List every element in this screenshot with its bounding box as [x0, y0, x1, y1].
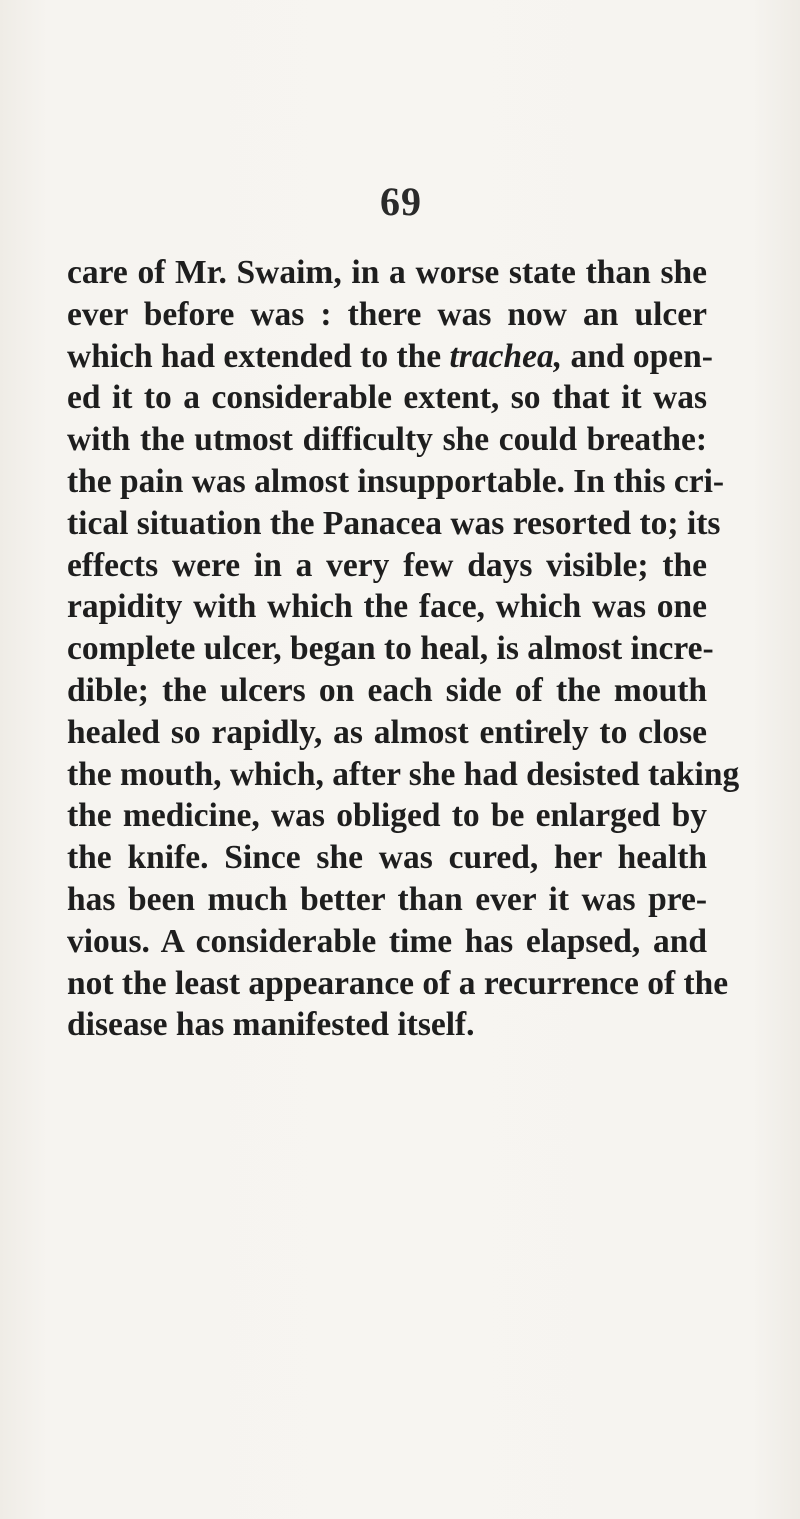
text-line: complete ulcer, began to heal, is almost incre- — [67, 630, 714, 668]
page-number: 69 — [380, 179, 422, 224]
text-line: with the utmost difficulty she could breathe: — [67, 421, 707, 459]
body-paragraph — [67, 252, 740, 1046]
text-line: healed so rapidly, as almost entirely to close — [67, 713, 707, 751]
text-line: the pain was almost insupportable. In this cri- — [67, 462, 725, 500]
text-line: tical situation the Panacea was resorted to; its — [67, 504, 721, 542]
text-line: the knife. Since she was cured, her health — [67, 839, 707, 877]
text-line: ed it to a considerable extent, so that it was — [67, 379, 707, 417]
text-line: dible; the ulcers on each side of the mouth — [67, 671, 707, 709]
italic-term: trachea, — [449, 337, 563, 375]
text-line: which had extended to the trachea, and open- — [67, 337, 713, 375]
text-line: has been much better than ever it was pre- — [67, 880, 707, 918]
text-line: effects were in a very few days visible; the — [67, 546, 707, 584]
text-line: vious. A considerable time has elapsed, and — [67, 922, 707, 960]
text-line: rapidity with which the face, which was one — [67, 588, 707, 626]
text-line: ever before was : there was now an ulcer — [67, 295, 707, 333]
text-line: the mouth, which, after she had desisted taking — [67, 755, 740, 793]
text-line: care of Mr. Swaim, in a worse state than she — [67, 254, 707, 291]
text-line: not the least appearance of a recurrence of the — [67, 964, 729, 1002]
text-line: disease has manifested itself. — [67, 1006, 475, 1044]
text-line: the medicine, was obliged to be enlarged by — [67, 797, 707, 835]
